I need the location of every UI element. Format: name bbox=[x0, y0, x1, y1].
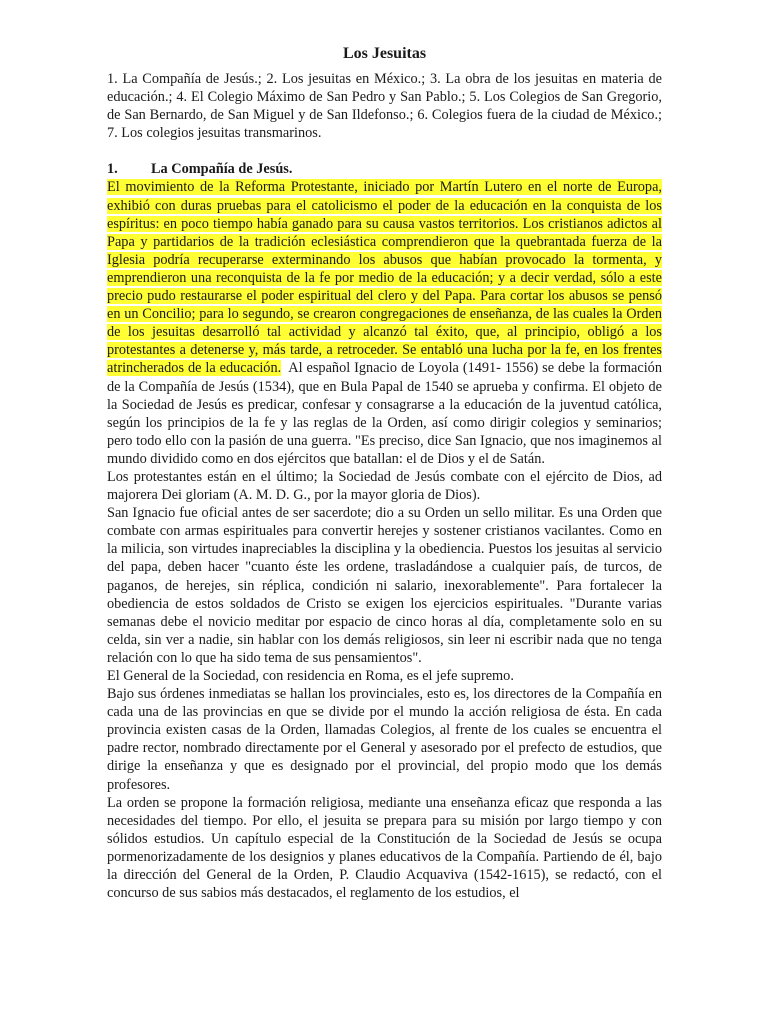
paragraph-3: San Ignacio fue oficial antes de ser sacerdote; dio a su Orden un sello militar. Es una Orden que combate con armas espirituales para convertir herejes y sostener cristianos vacilantes. Como en la milicia, son virtudes inapreciables la disciplina y la obediencia. Puestos los jesuitas al servicio del papa, deben hacer "cuanto éste les ordene, trasladándose a cualquier país, de turcos, de paganos, de herejes, sin réplica, condición ni salario, inexorablemente". Para fortalecer la obediencia de estos soldados de Cristo se exigen los ejercicios espirituales. "Durante varias semanas debe el novicio meditar por espacio de cinco horas al día, completamente solo en su celda, sin ver a nadie, sin hablar con los demás religiosos, sin leer ni escribir nada que no tenga relación con lo que ha sido tema de sus pensamientos". bbox=[107, 505, 662, 666]
paragraph-1-continuation: Al español Ignacio de Loyola (1491- 1556) se debe la formación de la Compañía de Jesús (1534), que en Bula Papal de 1540 se aprueba y confirma. El objeto de la Sociedad de Jesús es predicar, confesar y consagrarse a la educación de la juventud católica, según los principios de la fe y las reglas de la Orden, así como dirigir colegios y seminarios; pero todo ello con la pasión de una guerra. "Es preciso, dice San Ignacio, que nos imaginemos al mundo dividido como en dos ejércitos que batallan: el de Dios y el de Satán. bbox=[107, 360, 662, 467]
document-title: Los Jesuitas bbox=[342, 45, 427, 62]
paragraph-2: Los protestantes están en el último; la Sociedad de Jesús combate con el ejército de Dios, ad majorera Dei gloriam (A. M. D. G., por la mayor gloria de Dios). bbox=[107, 468, 662, 504]
document-page bbox=[107, 44, 662, 902]
paragraph-6: La orden se propone la formación religiosa, mediante una enseñanza eficaz que responda a las necesidades del tiempo. Por ello, el jesuita se prepara para su misión por largo tiempo y con sólidos estudios. Un capítulo especial de la Constitución de la Sociedad de Jesús se ocupa pormenorizadamente de los designios y planes educativos de la Compañía. Partiendo de él, bajo la dirección del General de la Orden, P. Claudio Acquaviva (1542-1615), se redactó, con el concurso de sus sabios más destacados, el reglamento de los estudios, el bbox=[107, 794, 662, 902]
section-heading: 1. La Compañía de Jesús. bbox=[107, 161, 293, 178]
table-of-contents: 1. La Compañía de Jesús.; 2. Los jesuitas en México.; 3. La obra de los jesuitas en materia de educación.; 4. El Colegio Máximo de San Pedro y San Pablo.; 5. Los Colegios de San Gregorio, de San Bernardo, de San Miguel y de San Ildefonso.; 6. Colegios fuera de la ciudad de México.; 7. Los colegios jesuitas transmarinos. bbox=[107, 71, 662, 142]
paragraph-1 bbox=[107, 178, 662, 468]
paragraph-4: El General de la Sociedad, con residencia en Roma, es el jefe supremo. bbox=[107, 668, 514, 684]
paragraph-5: Bajo sus órdenes inmediatas se hallan los provinciales, esto es, los directores de la Compañía en cada una de las provincias en que se divide por el mundo la acción religiosa de ésta. En cada provincia existen casas de la Orden, llamadas Colegios, al frente de los cuales se encuentra el padre rector, nombrado directamente por el General y asesorado por el prefecto de estudios, que dirige la enseñanza y que es designado por el provincial, del propio modo que los demás profesores. bbox=[107, 686, 662, 793]
section-title: La Compañía de Jesús bbox=[151, 161, 289, 178]
section-number: 1. bbox=[107, 161, 118, 178]
highlighted-passage: El movimiento de la Reforma Protestante, iniciado por Martín Lutero en el norte de Europa, exhibió con duras pruebas para el catolicismo el poder de la educación en la conquista de los espíritus: en poco tiempo había ganado para su causa vastos territorios. Los cristianos adictos al Papa y partidarios de la tradición eclesiástica comprendieron que la quebrantada fuerza de la Iglesia podría recuperarse exterminando los abusos que habían provocado la tormenta, y emprendieron una reconquista de la fe por medio de la educación; y a decir verdad, sólo a este precio pudo restaurarse el poder espiritual del clero y del Papa. Para cortar los abusos se pensó en un Concilio; para lo segundo, se crearon congregaciones de enseñanza, de las cuales la Orden de los jesuitas desarrolló tal actividad y alcanzó tal éxito, que, al principio, obligó a los protestantes a detenerse y, más tarde, a retroceder. Se entabló una lucha por la fe, en los frentes atrincherados de la educación. bbox=[107, 179, 662, 377]
